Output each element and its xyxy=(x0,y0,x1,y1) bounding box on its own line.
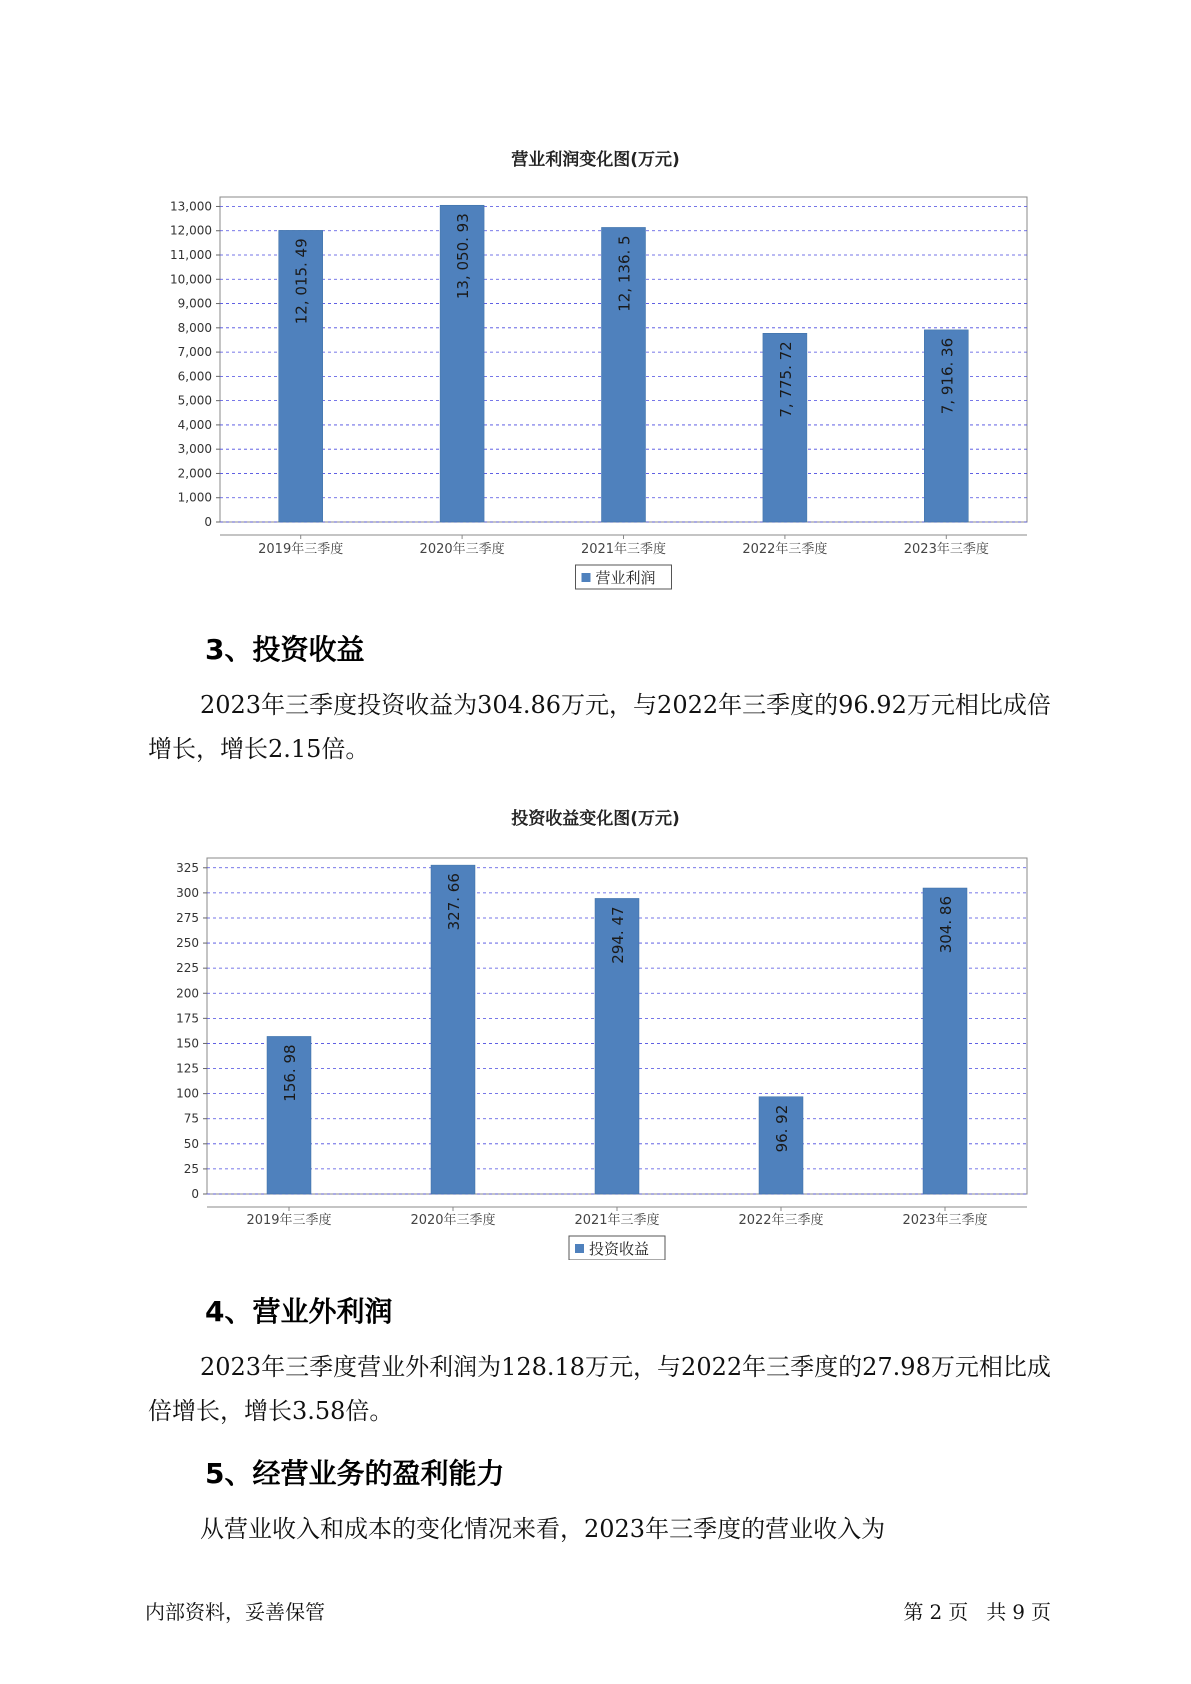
y-tick-label: 200 xyxy=(176,986,199,1001)
footer-confidential-note: 内部资料，妥善保管 xyxy=(145,1600,325,1624)
total-suffix: 页 xyxy=(1031,1600,1051,1624)
paragraph-investment-income: 2023年三季度投资收益为304.86万元，与2022年三季度的96.92万元相比成倍增长，增长2.15倍。 xyxy=(148,691,1051,763)
bar-data-label: 7, 775. 72 xyxy=(776,341,795,418)
page-num: 2 xyxy=(929,1600,943,1624)
chart-title-operating-profit: 营业利润变化图(万元) xyxy=(511,150,680,170)
y-tick-label: 6,000 xyxy=(177,369,212,384)
x-tick-label: 2022年三季度 xyxy=(738,1213,824,1228)
x-tick-label: 2021年三季度 xyxy=(574,1213,660,1228)
y-tick-label: 250 xyxy=(176,936,199,951)
section-heading-investment-income: 3、投资收益 xyxy=(205,633,365,666)
legend-label: 营业利润 xyxy=(595,569,656,587)
x-tick-label: 2019年三季度 xyxy=(258,542,344,557)
y-tick-label: 100 xyxy=(176,1086,199,1101)
y-tick-label: 150 xyxy=(176,1036,199,1051)
chart-title-investment-income: 投资收益变化图(万元) xyxy=(511,809,680,829)
x-tick-label: 2023年三季度 xyxy=(902,1213,988,1228)
page-prefix: 第 xyxy=(903,1600,924,1624)
y-tick-label: 4,000 xyxy=(177,417,212,432)
y-tick-label: 300 xyxy=(176,885,199,900)
section-heading-profitability: 5、经营业务的盈利能力 xyxy=(205,1457,505,1490)
bar-data-label: 12, 015. 49 xyxy=(292,238,311,325)
y-tick-label: 10,000 xyxy=(170,272,212,287)
y-tick-label: 2,000 xyxy=(177,466,212,481)
y-tick-label: 175 xyxy=(176,1011,199,1026)
y-tick-label: 125 xyxy=(176,1061,199,1076)
footer-page-number xyxy=(898,1596,1051,1625)
bar-data-label: 13, 050. 93 xyxy=(454,213,473,300)
y-tick-label: 3,000 xyxy=(177,442,212,457)
x-tick-label: 2020年三季度 xyxy=(419,542,505,557)
bar-data-label: 7, 916. 36 xyxy=(938,337,957,415)
y-tick-label: 225 xyxy=(176,961,199,976)
x-tick-label: 2023年三季度 xyxy=(903,542,989,557)
y-tick-label: 1,000 xyxy=(177,490,212,505)
bar-data-label: 294. 47 xyxy=(609,906,627,964)
y-tick-label: 7,000 xyxy=(177,345,212,360)
bar-data-label: 156. 98 xyxy=(281,1044,299,1102)
y-tick-label: 13,000 xyxy=(170,199,212,214)
paragraph-non-operating-profit: 2023年三季度营业外利润为128.18万元，与2022年三季度的27.98万元相比成倍增长，增长3.58倍。 xyxy=(148,1353,1051,1425)
section-heading-non-operating-profit: 4、营业外利润 xyxy=(205,1295,393,1328)
y-tick-label: 0 xyxy=(191,1187,199,1201)
y-tick-label: 11,000 xyxy=(170,248,212,263)
x-tick-label: 2021年三季度 xyxy=(580,542,667,557)
legend-swatch xyxy=(575,1244,584,1253)
y-tick-label: 5,000 xyxy=(177,393,212,408)
page-mid: 页 xyxy=(948,1600,969,1624)
y-tick-label: 325 xyxy=(176,860,199,875)
bar-data-label: 12, 136. 5 xyxy=(615,235,634,312)
y-tick-label: 8,000 xyxy=(177,320,212,335)
y-tick-label: 75 xyxy=(183,1111,199,1126)
y-tick-label: 0 xyxy=(204,515,212,529)
paragraph-profitability: 从营业收入和成本的变化情况来看，2023年三季度的营业收入为 xyxy=(200,1515,886,1543)
x-tick-label: 2022年三季度 xyxy=(742,542,828,557)
total-num: 9 xyxy=(1012,1600,1025,1624)
y-tick-label: 9,000 xyxy=(177,296,212,311)
total-prefix: 共 xyxy=(986,1600,1007,1624)
x-tick-label: 2019年三季度 xyxy=(246,1213,332,1228)
y-tick-label: 12,000 xyxy=(170,223,212,238)
bar-data-label: 304. 86 xyxy=(937,896,955,954)
x-tick-label: 2020年三季度 xyxy=(410,1213,496,1228)
legend xyxy=(569,1236,665,1260)
legend-label: 投资收益 xyxy=(589,1240,650,1258)
y-tick-label: 25 xyxy=(183,1161,199,1176)
bar-data-label: 96. 92 xyxy=(773,1104,791,1153)
bar-data-label: 327. 66 xyxy=(445,873,463,931)
y-tick-label: 50 xyxy=(183,1136,199,1151)
y-tick-label: 275 xyxy=(176,910,199,925)
